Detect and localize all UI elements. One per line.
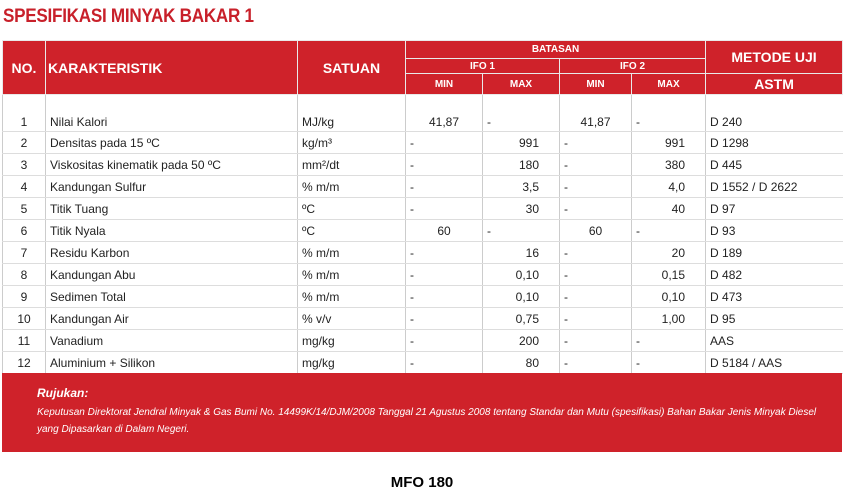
cell-name: Kandungan Abu [46, 264, 298, 286]
cell-method: AAS [706, 330, 843, 352]
cell-ifo1-min: - [406, 330, 483, 352]
cell-no: 9 [3, 286, 46, 308]
header-astm: ASTM [706, 74, 843, 95]
cell-ifo2-min: 60 [560, 220, 632, 242]
cell-ifo1-min: 60 [406, 220, 483, 242]
cell-no: 3 [3, 154, 46, 176]
header-ifo2-min: MIN [560, 74, 632, 95]
cell-unit: mg/kg [298, 352, 406, 374]
cell-name: Titik Tuang [46, 198, 298, 220]
cell-method: D 97 [706, 198, 843, 220]
cell-method: D 93 [706, 220, 843, 242]
cell-ifo2-max: 0,15 [632, 264, 706, 286]
cell-ifo1-max: 80 [483, 352, 560, 374]
cell-unit: % m/m [298, 176, 406, 198]
table-row [3, 308, 843, 330]
cell-ifo1-max: - [483, 220, 560, 242]
cell-name: Aluminium + Silikon [46, 352, 298, 374]
cell-ifo1-max: 3,5 [483, 176, 560, 198]
cell-ifo2-max: - [632, 95, 706, 132]
cell-ifo2-max: 4,0 [632, 176, 706, 198]
cell-ifo1-min: - [406, 132, 483, 154]
table-row [3, 330, 843, 352]
cell-ifo1-min: - [406, 154, 483, 176]
cell-ifo1-min: - [406, 176, 483, 198]
cell-ifo1-max: 0,75 [483, 308, 560, 330]
cell-ifo1-max: 0,10 [483, 264, 560, 286]
cell-ifo1-min: - [406, 264, 483, 286]
cell-no: 12 [3, 352, 46, 374]
cell-name: Kandungan Air [46, 308, 298, 330]
cell-method: D 473 [706, 286, 843, 308]
cell-ifo1-max: 200 [483, 330, 560, 352]
cell-unit: % m/m [298, 242, 406, 264]
reference-heading: Rujukan: [37, 386, 89, 400]
cell-no: 7 [3, 242, 46, 264]
cell-ifo1-max: 16 [483, 242, 560, 264]
cell-ifo2-max: 40 [632, 198, 706, 220]
spec-table [2, 40, 843, 374]
cell-unit: mm²/dt [298, 154, 406, 176]
cell-method: D 189 [706, 242, 843, 264]
cell-ifo2-max: 20 [632, 242, 706, 264]
cell-ifo2-min: - [560, 198, 632, 220]
table-row [3, 132, 843, 154]
header-karakteristik: KARAKTERISTIK [46, 41, 298, 95]
cell-name: Nilai Kalori [46, 95, 298, 132]
cell-name: Viskositas kinematik pada 50 ºC [46, 154, 298, 176]
cell-unit: ºC [298, 198, 406, 220]
cell-ifo2-max: 0,10 [632, 286, 706, 308]
cell-name: Sedimen Total [46, 286, 298, 308]
header-ifo2-max: MAX [632, 74, 706, 95]
cell-unit: % m/m [298, 264, 406, 286]
cell-ifo2-max: 991 [632, 132, 706, 154]
table-row [3, 242, 843, 264]
cell-ifo2-max: 380 [632, 154, 706, 176]
cell-method: D 1552 / D 2622 [706, 176, 843, 198]
cell-unit: mg/kg [298, 330, 406, 352]
caption: MFO 180 [390, 474, 454, 491]
cell-unit: % m/m [298, 286, 406, 308]
cell-ifo2-min: - [560, 264, 632, 286]
header-ifo1: IFO 1 [406, 59, 560, 74]
header-batasan: BATASAN [406, 41, 706, 59]
table-row [3, 198, 843, 220]
cell-ifo1-min: - [406, 352, 483, 374]
cell-name: Titik Nyala [46, 220, 298, 242]
cell-no: 5 [3, 198, 46, 220]
cell-method: D 240 [706, 95, 843, 132]
cell-ifo2-min: - [560, 176, 632, 198]
table-row [3, 286, 843, 308]
header-ifo1-min: MIN [406, 74, 483, 95]
cell-name: Kandungan Sulfur [46, 176, 298, 198]
cell-no: 10 [3, 308, 46, 330]
page-title: SPESIFIKASI MINYAK BAKAR 1 [3, 6, 254, 27]
cell-name: Residu Karbon [46, 242, 298, 264]
cell-method: D 482 [706, 264, 843, 286]
header-satuan: SATUAN [298, 41, 406, 95]
cell-name: Vanadium [46, 330, 298, 352]
cell-ifo1-max: 180 [483, 154, 560, 176]
cell-ifo2-min: - [560, 308, 632, 330]
cell-ifo2-min: - [560, 286, 632, 308]
table-row [3, 95, 843, 132]
cell-ifo2-max: 1,00 [632, 308, 706, 330]
cell-ifo2-min: - [560, 330, 632, 352]
cell-unit: ºC [298, 220, 406, 242]
cell-name: Densitas pada 15 ºC [46, 132, 298, 154]
header-ifo1-max: MAX [483, 74, 560, 95]
cell-ifo2-max: - [632, 330, 706, 352]
cell-no: 4 [3, 176, 46, 198]
cell-ifo2-min: - [560, 132, 632, 154]
header-no: NO. [3, 41, 46, 95]
header-ifo2: IFO 2 [560, 59, 706, 74]
table-row [3, 220, 843, 242]
cell-ifo1-max: 0,10 [483, 286, 560, 308]
cell-ifo1-min: - [406, 308, 483, 330]
cell-ifo1-max: 30 [483, 198, 560, 220]
cell-method: D 95 [706, 308, 843, 330]
table-row [3, 352, 843, 374]
cell-ifo1-min: 41,87 [406, 95, 483, 132]
cell-no: 6 [3, 220, 46, 242]
cell-ifo2-max: - [632, 352, 706, 374]
cell-ifo2-min: - [560, 154, 632, 176]
cell-ifo1-max: - [483, 95, 560, 132]
reference-box [2, 373, 842, 452]
table-row [3, 264, 843, 286]
cell-ifo2-min: - [560, 352, 632, 374]
table-row [3, 176, 843, 198]
cell-ifo2-max: - [632, 220, 706, 242]
cell-unit: kg/m³ [298, 132, 406, 154]
cell-no: 2 [3, 132, 46, 154]
cell-no: 1 [3, 95, 46, 132]
cell-unit: % v/v [298, 308, 406, 330]
cell-method: D 445 [706, 154, 843, 176]
cell-ifo2-min: - [560, 242, 632, 264]
header-metode: METODE UJI [706, 41, 843, 74]
cell-unit: MJ/kg [298, 95, 406, 132]
cell-ifo1-min: - [406, 242, 483, 264]
cell-no: 11 [3, 330, 46, 352]
reference-text: Keputusan Direktorat Jendral Minyak & Gas Bumi No. 14499K/14/DJM/2008 Tanggal 21 Agustus 2008 tentang Standar dan Mutu (spesifikasi) Bahan Bakar Jenis Minyak Diesel yang Dipasarkan di Dalam Negeri. [37, 407, 817, 435]
cell-no: 8 [3, 264, 46, 286]
cell-ifo1-min: - [406, 286, 483, 308]
cell-method: D 5184 / AAS [706, 352, 843, 374]
cell-ifo1-max: 991 [483, 132, 560, 154]
table-row [3, 154, 843, 176]
cell-ifo2-min: 41,87 [560, 95, 632, 132]
cell-ifo1-min: - [406, 198, 483, 220]
cell-method: D 1298 [706, 132, 843, 154]
